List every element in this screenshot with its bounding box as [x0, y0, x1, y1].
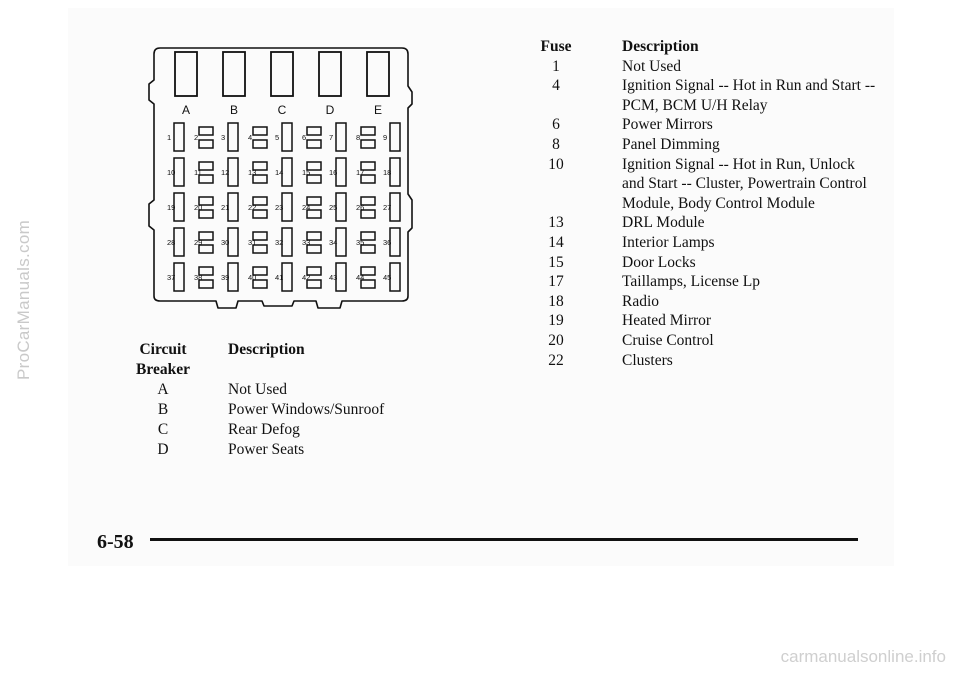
fuse-header-fuse: Fuse [540, 38, 572, 55]
table-row [520, 272, 880, 292]
fuse-number-label: 33 [302, 238, 311, 247]
fuse-slot [307, 140, 321, 148]
fuse-slot [282, 263, 292, 291]
circuit-breaker-slot [271, 52, 293, 96]
table-row [520, 253, 880, 273]
fuse-num: 14 [548, 233, 564, 251]
fuse-num: 10 [548, 155, 564, 173]
fuse-number-label: 44 [356, 273, 365, 282]
fuse-num: 17 [548, 273, 564, 291]
table-row [520, 57, 880, 77]
fuse-number-label: 34 [329, 238, 338, 247]
table-row [520, 115, 880, 135]
bottom-watermark: carmanualsonline.info [780, 647, 946, 666]
cb-desc: Rear Defog [228, 421, 300, 438]
fuse-slot [253, 127, 267, 135]
fuse-number-label: 21 [221, 203, 230, 212]
fuse-slot [336, 123, 346, 151]
fuse-number-label: 31 [248, 238, 257, 247]
fuse-slot [390, 228, 400, 256]
fuse-number-label: 19 [167, 203, 176, 212]
circuit-breaker-slot [367, 52, 389, 96]
cb-id: B [157, 401, 169, 418]
table-row [520, 331, 880, 351]
fuse-number-label: 40 [248, 273, 257, 282]
cb-id: D [157, 441, 169, 458]
fuse-desc: Door Locks [622, 253, 696, 271]
fuse-slot [228, 158, 238, 186]
fuse-slot [282, 228, 292, 256]
fuse-num: 18 [548, 292, 564, 310]
fuse-slot [390, 263, 400, 291]
fuse-number-label: 5 [275, 133, 280, 142]
fuse-slot [174, 123, 184, 151]
table-row [520, 213, 880, 233]
fuse-number-label: 29 [194, 238, 203, 247]
fuse-block-diagram [146, 44, 416, 319]
fuse-desc: Interior Lamps [622, 233, 715, 251]
fuse-number-label: 30 [221, 238, 230, 247]
fuse-desc: Heated Mirror [622, 312, 712, 330]
fuse-number-label: 14 [275, 168, 284, 177]
fuse-number-label: 20 [194, 203, 203, 212]
cb-header-circuit: Circuit [139, 341, 187, 358]
fuse-number-label: 41 [275, 273, 284, 282]
fuse-slot [390, 158, 400, 186]
fuse-slot [336, 263, 346, 291]
footer-rule [150, 538, 858, 541]
fuse-slot [336, 193, 346, 221]
cb-header-description: Description [228, 341, 305, 358]
fuse-desc: Power Mirrors [622, 116, 713, 134]
fuse-number-label: 12 [221, 168, 230, 177]
fuse-slot [307, 127, 321, 135]
fuse-number-label: 25 [329, 203, 338, 212]
fuse-number-label: 32 [275, 238, 284, 247]
cb-desc: Not Used [228, 381, 287, 398]
page-number: 6-58 [97, 531, 134, 553]
fuse-slot [174, 263, 184, 291]
fuse-num: 19 [548, 312, 564, 330]
fuse-slot [361, 140, 375, 148]
table-row [520, 351, 880, 371]
fuse-number-label: 36 [383, 238, 392, 247]
fuse-number-label: 10 [167, 168, 176, 177]
table-row [122, 380, 442, 400]
breaker-label: C [277, 103, 287, 117]
fuse-number-label: 6 [302, 133, 307, 142]
fuse-number-label: 39 [221, 273, 230, 282]
cb-id: A [157, 381, 169, 398]
fuse-slot [174, 158, 184, 186]
fuse-desc: Not Used [622, 57, 681, 75]
cb-id: C [157, 421, 169, 438]
circuit-breaker-slot [175, 52, 197, 96]
fuse-slot [253, 140, 267, 148]
fuse-number-label: 45 [383, 273, 392, 282]
fuse-number-label: 8 [356, 133, 361, 142]
fuse-number-label: 18 [383, 168, 392, 177]
table-row [520, 155, 880, 214]
fuse-slot [174, 193, 184, 221]
fuse-slot [336, 228, 346, 256]
fuse-slot [336, 158, 346, 186]
fuse-number-label: 38 [194, 273, 203, 282]
fuse-slot [199, 140, 213, 148]
fuse-number-label: 26 [356, 203, 365, 212]
fuse-number-label: 22 [248, 203, 257, 212]
fuse-desc: DRL Module [622, 214, 705, 232]
fuse-num: 20 [548, 331, 564, 349]
fuse-number-label: 28 [167, 238, 176, 247]
fuse-number-label: 27 [383, 203, 392, 212]
table-row [520, 292, 880, 312]
fuse-num: 8 [552, 135, 560, 153]
fuse-slot [199, 127, 213, 135]
table-row [520, 76, 880, 115]
fuse-number-label: 7 [329, 133, 334, 142]
fuse-num: 6 [552, 116, 560, 134]
fuse-slot [390, 193, 400, 221]
fuse-num: 15 [548, 253, 564, 271]
fuse-number-label: 11 [194, 168, 202, 177]
fuse-slot [282, 193, 292, 221]
table-row [122, 440, 442, 460]
fuse-table [520, 37, 880, 370]
fuse-slot [228, 263, 238, 291]
cb-desc: Power Windows/Sunroof [228, 401, 385, 418]
fuse-desc: Radio [622, 292, 660, 310]
fuse-header-description: Description [622, 38, 699, 55]
fuse-slot [228, 123, 238, 151]
fuse-slot [228, 193, 238, 221]
fuse-number-label: 23 [275, 203, 284, 212]
fuse-slot [282, 123, 292, 151]
fuse-desc: Taillamps, License Lp [622, 273, 760, 291]
table-row [520, 233, 880, 253]
fuse-header-row [520, 37, 880, 57]
side-watermark: ProCarManuals.com [14, 219, 33, 381]
table-row [122, 400, 442, 420]
table-row [520, 311, 880, 331]
fuse-number-label: 4 [248, 133, 253, 142]
fuse-number-label: 13 [248, 168, 257, 177]
fuse-number-label: 37 [167, 273, 176, 282]
fuse-number-label: 15 [302, 168, 311, 177]
breaker-label: A [181, 103, 191, 117]
cb-desc: Power Seats [228, 441, 305, 458]
fuse-slot [228, 228, 238, 256]
fuse-num: 1 [552, 57, 560, 75]
cb-header-breaker: Breaker [136, 361, 190, 378]
fuse-number-label: 9 [383, 133, 388, 142]
fuse-slot [174, 228, 184, 256]
fuse-desc: Cruise Control [622, 331, 714, 349]
fuse-slot [361, 127, 375, 135]
fuse-number-label: 16 [329, 168, 338, 177]
fuse-number-label: 42 [302, 273, 311, 282]
table-row [122, 420, 442, 440]
fuse-num: 13 [548, 214, 564, 232]
fuse-desc: Ignition Signal -- Hot in Run, Unlock and Start -- Cluster, Powertrain Control Module, Body Control Module [622, 155, 867, 212]
circuit-breaker-slot [223, 52, 245, 96]
fuse-number-label: 17 [356, 168, 365, 177]
fuse-desc: Ignition Signal -- Hot in Run and Start -- PCM, BCM U/H Relay [622, 77, 876, 114]
breaker-label: B [229, 103, 239, 117]
circuit-breaker-slot [319, 52, 341, 96]
fuse-number-label: 3 [221, 133, 226, 142]
fuse-desc: Panel Dimming [622, 135, 720, 153]
fuse-num: 22 [548, 351, 564, 369]
fuse-number-label: 43 [329, 273, 338, 282]
circuit-breaker-table [122, 340, 442, 470]
fuse-number-label: 35 [356, 238, 365, 247]
fuse-number-label: 1 [167, 133, 172, 142]
fuse-slot [390, 123, 400, 151]
breaker-label: E [373, 103, 383, 117]
table-row [520, 135, 880, 155]
fuse-num: 4 [552, 77, 560, 95]
breaker-label: D [325, 103, 335, 117]
fuse-desc: Clusters [622, 351, 673, 369]
fuse-slot [282, 158, 292, 186]
fuse-number-label: 2 [194, 133, 199, 142]
fuse-number-label: 24 [302, 203, 311, 212]
